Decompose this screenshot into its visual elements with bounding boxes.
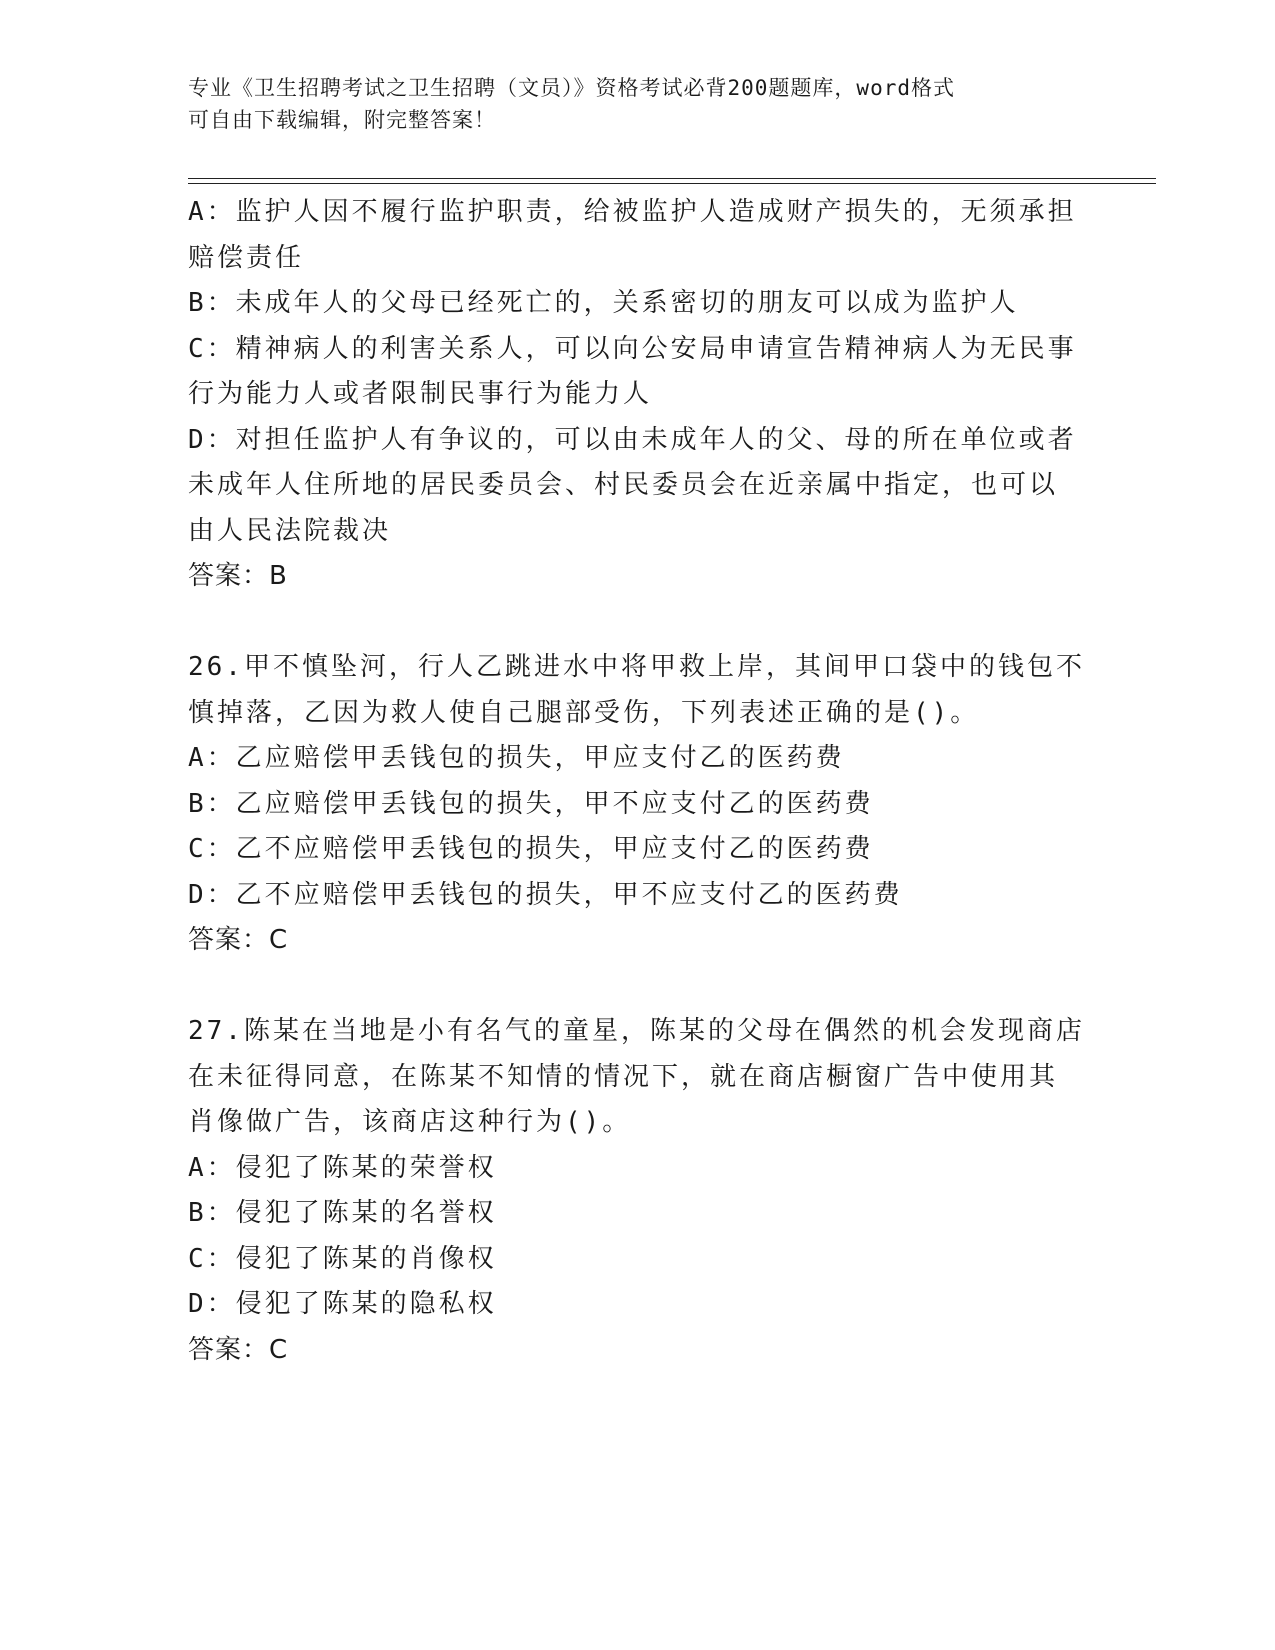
- option-c: C：侵犯了陈某的肖像权: [188, 1243, 497, 1274]
- option-a: A：乙应赔偿甲丢钱包的损失，甲应支付乙的医药费: [188, 743, 845, 773]
- header-divider-bottom: [188, 183, 1156, 184]
- option-d-line-3: 由人民法院裁决: [188, 515, 392, 546]
- option-d-line-1: D：对担任监护人有争议的，可以由未成年人的父、母的所在单位或者: [188, 424, 1077, 455]
- block-spacer: [188, 964, 1088, 1010]
- question-content: [188, 190, 1088, 1373]
- question-block-25: [188, 190, 1088, 600]
- option-d-line-2: 未成年人住所地的居民委员会、村民委员会在近亲属中指定，也可以: [188, 470, 1059, 500]
- option-a: A：侵犯了陈某的荣誉权: [188, 1152, 497, 1183]
- option-d: D：侵犯了陈某的隐私权: [188, 1289, 497, 1319]
- question-stem-line-3: 肖像做广告，该商店这种行为()。: [188, 1107, 632, 1137]
- option-b: B：乙应赔偿甲丢钱包的损失，甲不应支付乙的医药费: [188, 788, 874, 819]
- question-block-27: [188, 1009, 1088, 1373]
- answer-text: 答案：B: [188, 561, 288, 591]
- option-b-line-1: B：未成年人的父母已经死亡的，关系密切的朋友可以成为监护人: [188, 288, 1019, 318]
- question-stem-line-2: 慎掉落，乙因为救人使自己腿部受伤，下列表述正确的是()。: [188, 697, 980, 728]
- question-stem-line-1: 26.甲不慎坠河，行人乙跳进水中将甲救上岸，其间甲口袋中的钱包不: [188, 652, 1085, 682]
- question-stem-line-1: 27.陈某在当地是小有名气的童星，陈某的父母在偶然的机会发现商店: [188, 1016, 1085, 1046]
- option-a-line-2: 赔偿责任: [188, 242, 305, 273]
- question-block-26: [188, 645, 1088, 964]
- document-header: [188, 72, 1068, 136]
- header-divider-top: [188, 178, 1156, 179]
- option-a-line-1: A：监护人因不履行监护职责，给被监护人造成财产损失的，无须承担: [188, 197, 1077, 227]
- option-c: C：乙不应赔偿甲丢钱包的损失，甲应支付乙的医药费: [188, 834, 874, 864]
- question-stem-line-2: 在未征得同意，在陈某不知情的情况下，就在商店橱窗广告中使用其: [188, 1061, 1059, 1092]
- option-c-line-2: 行为能力人或者限制民事行为能力人: [188, 379, 653, 409]
- block-spacer: [188, 600, 1088, 646]
- option-b: B：侵犯了陈某的名誉权: [188, 1198, 497, 1228]
- header-line-2: 可自由下载编辑，附完整答案！: [188, 108, 496, 132]
- answer-text: 答案：C: [188, 1334, 289, 1365]
- header-line-1: 专业《卫生招聘考试之卫生招聘（文员）》资格考试必背200题题库，word格式: [188, 76, 955, 100]
- answer-text: 答案：C: [188, 925, 289, 955]
- option-c-line-1: C：精神病人的利害关系人，可以向公安局申请宣告精神病人为无民事: [188, 333, 1077, 364]
- option-d: D：乙不应赔偿甲丢钱包的损失，甲不应支付乙的医药费: [188, 879, 903, 910]
